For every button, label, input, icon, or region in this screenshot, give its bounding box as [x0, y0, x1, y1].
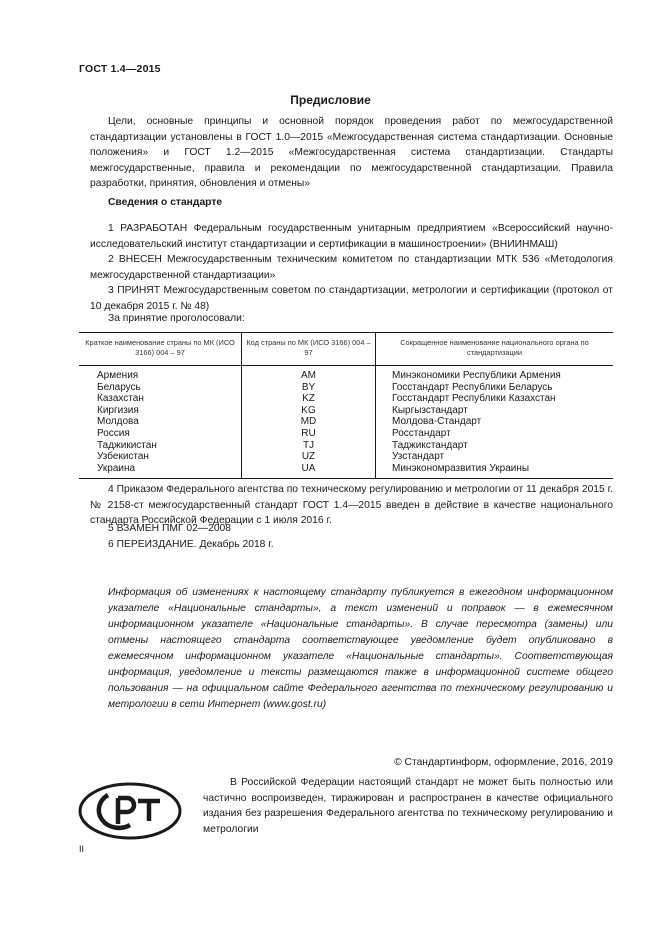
country-name: Россия [97, 427, 130, 439]
table-row [79, 366, 613, 382]
country-name: Казахстан [97, 393, 144, 405]
voted-label: За принятие проголосовали: [108, 313, 245, 324]
page-title: Предисловие [290, 93, 371, 107]
reproduction-rights-notice: В Российской Федерации настоящий стандарт не может быть полностью или частично воспроизведен, тиражирован и распространен в качестве официального издания без разрешения Федерального агентства по техническому регулированию и метрологии [203, 777, 613, 835]
standards-body: Минэкономразвития Украины [376, 463, 614, 479]
copyright-line: © Стандартинформ, оформление, 2016, 2019 [394, 757, 613, 768]
section-heading: Сведения о стандарте [108, 197, 223, 208]
country-name: Украина [79, 463, 242, 479]
country-code: UZ [242, 451, 376, 463]
item-1-developed: 1 РАЗРАБОТАН Федеральным государственным унитарным предприятием «Всероссийский научно-исследовательский институт стандартизации и сертификации в машиностроении» (ВНИИНМАШ) [90, 223, 613, 250]
intro-paragraph: Цели, основные принципы и основной порядок проведения работ по межгосударственной стандартизации установлены в ГОСТ 1.0—2015 «Межгосударственная система стандартизации. Основные положения» и ГОСТ 1.2—2015 «Межгосударственная система стандартизации. Стандарты межгосударственные, правила и рекомендации по межгосударственной стандартизации. Правила разработки, принятия, обновления и отмены» [90, 116, 613, 190]
country-code: UA [242, 463, 376, 479]
country-code: KZ [242, 393, 376, 405]
item-3-adopted: 3 ПРИНЯТ Межгосударственным советом по стандартизации, метрологии и сертификации (протокол от 10 декабря 2015 г. № 48) [90, 285, 613, 312]
item-6-reissue: 6 ПЕРЕИЗДАНИЕ. Декабрь 2018 г. [108, 539, 274, 550]
country-code: TJ [242, 440, 376, 452]
standards-body: Госстандарт Республики Беларусь [376, 382, 614, 394]
column-header-body: Сокращенное наименование национального органа по стандартизации [376, 333, 614, 366]
standards-body: Узстандарт [376, 451, 614, 463]
table-row [79, 393, 613, 405]
page-number: II [79, 844, 85, 854]
column-header-country: Краткое наименование страны по МК (ИСО 3166) 004 – 97 [79, 333, 242, 366]
country-code: MD [242, 416, 376, 428]
table-header-row [79, 333, 613, 366]
table-row [79, 463, 613, 479]
country-code: RU [242, 428, 376, 440]
column-header-code: Код страны по МК (ИСО 3166) 004 – 97 [242, 333, 376, 366]
countries-table [79, 332, 613, 479]
country-name: Молдова [97, 416, 139, 428]
table-row [79, 451, 613, 463]
standards-body: Молдова-Стандарт [376, 416, 614, 428]
standards-body: Росстандарт [376, 428, 614, 440]
country-name: Узбекистан [97, 451, 149, 463]
table-row [79, 382, 613, 394]
standards-body: Кыргызстандарт [376, 405, 614, 417]
standards-body: Минэкономики Республики Армения [376, 366, 614, 382]
country-code: BY [242, 382, 376, 394]
table-row [79, 405, 613, 417]
table-row [79, 416, 613, 428]
country-name: Беларусь [97, 381, 141, 393]
item-2-introduced: 2 ВНЕСЕН Межгосударственным техническим комитетом по стандартизации МТК 536 «Методология межгосударственной стандартизации» [90, 254, 613, 281]
standard-code-header: ГОСТ 1.4—2015 [79, 63, 161, 75]
standards-body: Госстандарт Республики Казахстан [376, 393, 614, 405]
table-row [79, 428, 613, 440]
item-5-replaces: 5 ВЗАМЕН ПМГ 02—2008 [108, 523, 232, 534]
country-code: AM [242, 366, 376, 382]
country-code: KG [242, 405, 376, 417]
country-name: Киргизия [97, 404, 139, 416]
changes-info-note: Информация об изменениях к настоящему стандарту публикуется в ежегодном информационном указателе «Национальные стандарты», а текст изменений и поправок — в ежемесячном информационном указателе «Национальные стандарты». В случае пересмотра (замены) или отмены настоящего стандарта соответствующее уведомление будет опубликовано в ежемесячном информационном указателе «Национальные стандарты». Соответствующая информация, уведомление и тексты размещаются также в информационной системе общего пользования — на официальном сайте Федерального агентства по техническому регулированию и метрологии в сети Интернет (www.gost.ru) [108, 587, 613, 710]
item-4-order: 4 Приказом Федерального агентства по техническому регулированию и метрологии от 11 декабря 2015 г. № 2158-ст межгосударственный стандарт ГОСТ 1.4—2015 введен в действие в качестве национального стандарта Российской Федерации с 1 июля 2016 г. [90, 484, 613, 527]
table-row [79, 440, 613, 452]
gost-r-certification-mark-icon [78, 781, 183, 841]
country-name: Таджикистан [97, 439, 157, 451]
standards-body: Таджикстандарт [376, 440, 614, 452]
country-name: Армения [97, 370, 139, 381]
